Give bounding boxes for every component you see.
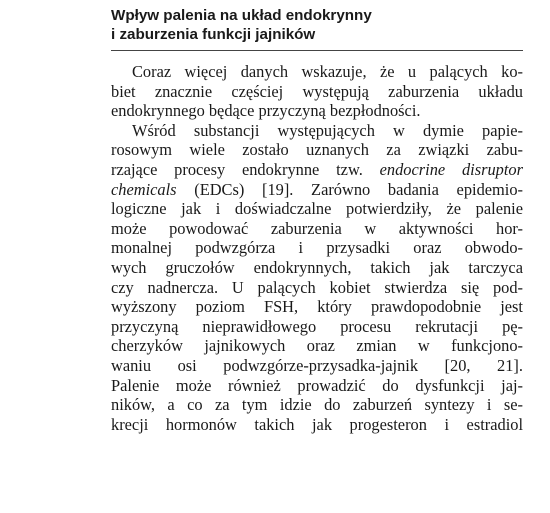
text-line: Palenie może również prowadzić do dysfunkcji jaj-: [111, 375, 523, 395]
text-line: krecji hormonów takich jak progesteron i estradiol: [111, 414, 523, 434]
text-line: endokrynnego będące przyczyną bezpłodności.: [111, 101, 421, 121]
text-line: czy nadnercza. U palących kobiet stwierdza się pod-: [111, 277, 523, 297]
section-heading: [111, 6, 523, 44]
text-line: waniu osi podwzgórze-przysadka-jajnik [20, 21].: [111, 355, 523, 375]
text-line: cherzyków jajnikowych oraz zmian w funkcjono-: [111, 336, 523, 356]
text-fragment: rzające procesy endokrynne tzw.: [111, 159, 363, 179]
heading-divider: [111, 50, 523, 51]
text-line: rosowym wiele zostało uznanych za związki zabu-: [111, 140, 523, 160]
text-line: wyższony poziom FSH, który prawdopodobnie jest: [111, 297, 523, 317]
heading-line: Wpływ palenia na układ endokrynny: [111, 7, 372, 24]
text-fragment: (EDCs) [19]. Zarówno badania epidemio-: [194, 179, 523, 199]
text-line: wych gruczołów endokrynnych, takich jak tarczyca: [111, 257, 523, 277]
text-line: Wśród substancji występujących w dymie papie-: [132, 120, 523, 140]
text-line: logiczne jak i doświadczalne potwierdziły, że palenie: [111, 199, 523, 219]
text-line-mixed: [111, 180, 523, 200]
text-line: ników, a co za tym idzie do zaburzeń syntezy i se-: [111, 395, 523, 415]
italic-term: endocrine disruptor: [379, 159, 523, 179]
text-line: Coraz więcej danych wskazuje, że u palących ko-: [132, 62, 523, 81]
text-line: przyczyną nieprawidłowego procesu rekrutacji pę-: [111, 316, 523, 336]
text-line: monalnej podwzgórza i przysadki oraz obwodo-: [111, 238, 523, 258]
italic-term: chemicals: [111, 179, 177, 199]
text-line: biet znacznie częściej występują zaburzenia układu: [111, 81, 523, 101]
article-section: [111, 6, 523, 434]
paragraph-2: [111, 121, 523, 435]
paragraph-1: [111, 62, 523, 121]
heading-line: i zaburzenia funkcji jajników: [111, 26, 316, 43]
text-line: może powodować zaburzenia w aktywności hor-: [111, 218, 523, 238]
text-line-mixed: [111, 160, 523, 180]
